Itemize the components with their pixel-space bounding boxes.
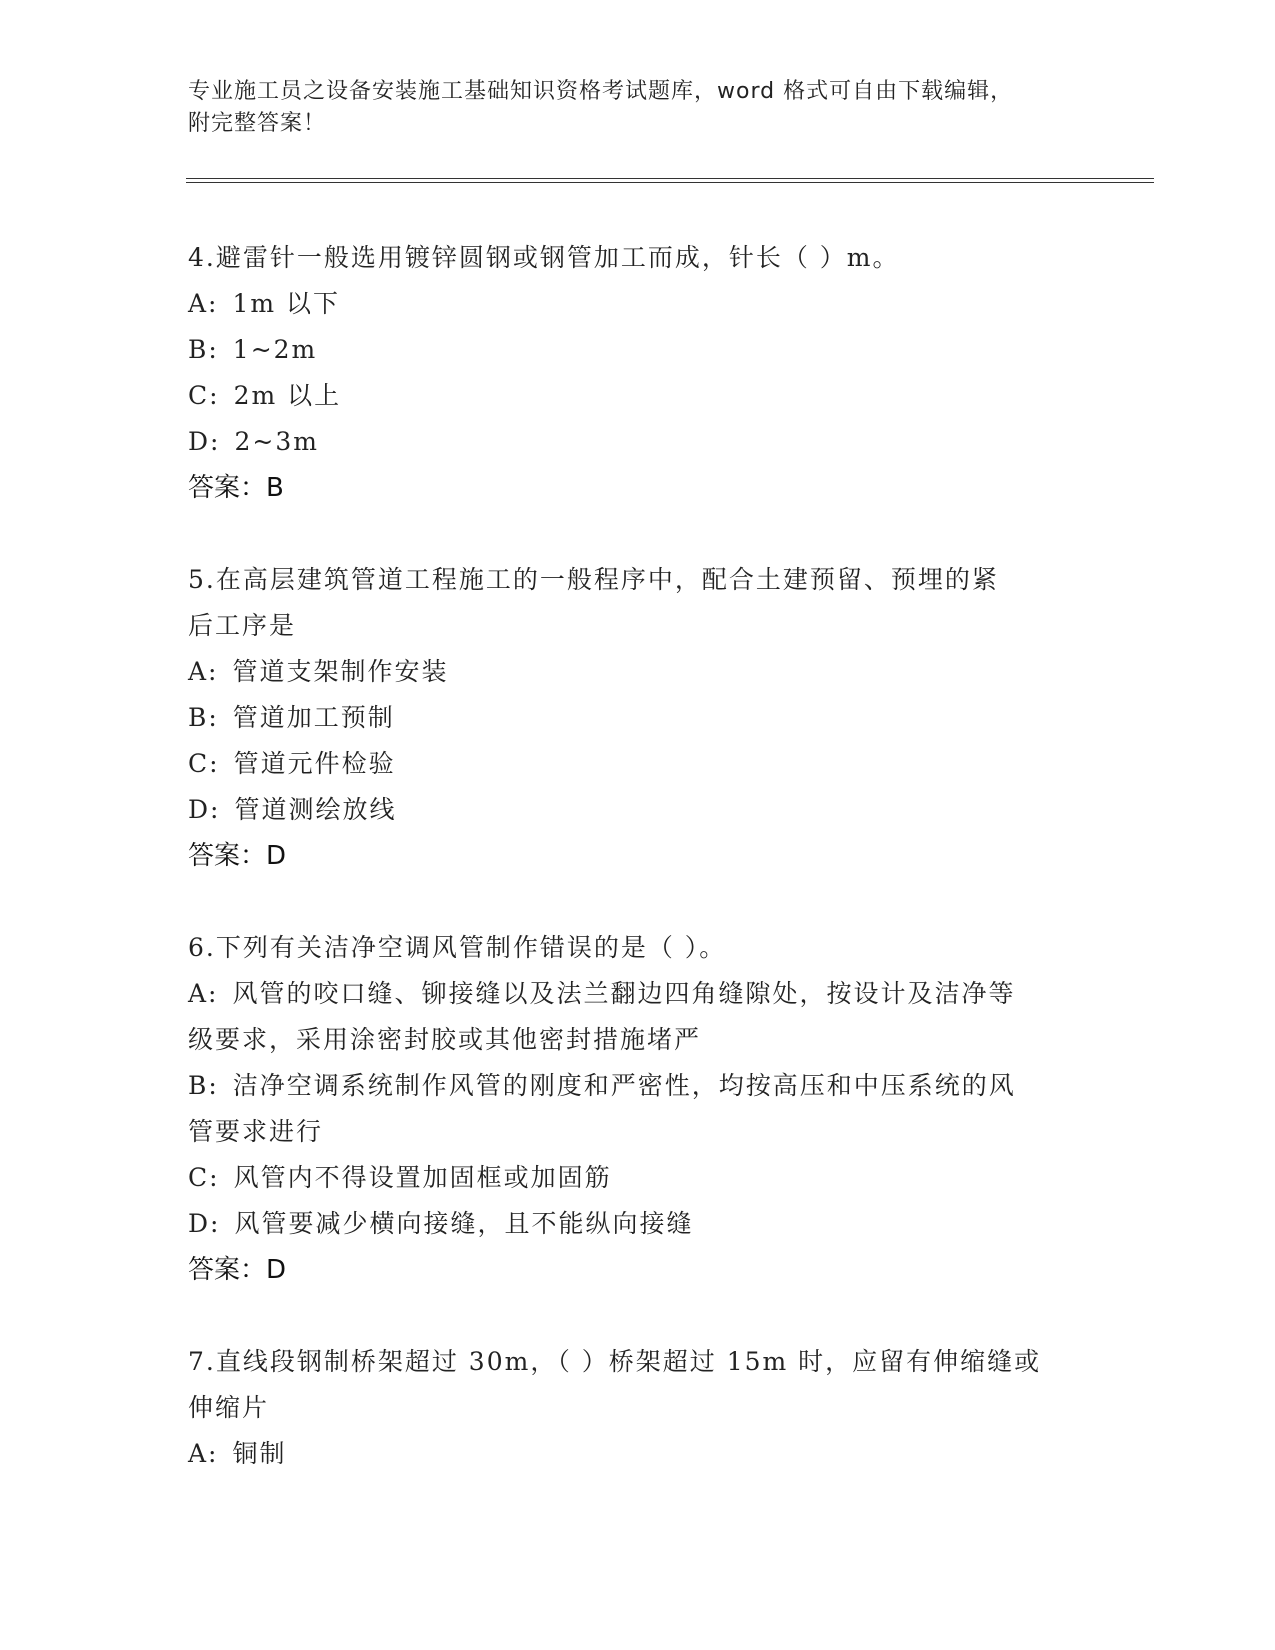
header-rule-top [186,178,1154,179]
option-text: 2m 以上 [233,381,342,410]
option-b [188,1063,1068,1109]
question-stem: 5.在高层建筑管道工程施工的一般程序中，配合土建预留、预埋的紧 [188,565,999,594]
option-d [188,419,1068,465]
question-7 [188,1339,1068,1477]
option-text: 1~2m [232,335,318,364]
answer: 答案：D [188,1255,287,1285]
question-stem: 6.下列有关洁净空调风管制作错误的是（ ）。 [188,933,727,962]
option-text: 管道元件检验 [233,749,396,778]
question-4 [188,235,1068,511]
question-stem-cont: 后工序是 [188,611,297,640]
option-a [188,1431,1068,1477]
option-c [188,373,1068,419]
header-line-2: 附完整答案！ [188,111,327,136]
option-letter: B: [188,1071,219,1100]
question-list [188,235,1068,1523]
header-line-1: 专业施工员之设备安装施工基础知识资格考试题库，word 格式可自由下载编辑， [188,79,1014,104]
option-letter: B: [188,335,219,364]
option-text: 风管的咬口缝、铆接缝以及法兰翻边四角缝隙处，按设计及洁净等 [232,979,1016,1008]
option-text: 风管要减少横向接缝，且不能纵向接缝 [234,1209,694,1238]
question-stem: 7.直线段钢制桥架超过 30m，（ ）桥架超过 15m 时，应留有伸缩缝或 [188,1347,1042,1376]
option-text: 铜制 [232,1439,287,1468]
option-b [188,327,1068,373]
option-a-cont: 级要求，采用涂密封胶或其他密封措施堵严 [188,1025,702,1054]
option-a [188,281,1068,327]
header-rule-bottom [186,182,1154,183]
option-a [188,971,1068,1017]
option-c [188,741,1068,787]
document-header [188,76,1068,140]
question-6 [188,925,1068,1293]
option-letter: A: [188,1439,219,1468]
option-text: 管道测绘放线 [234,795,397,824]
question-stem-cont: 伸缩片 [188,1393,270,1422]
option-b-cont: 管要求进行 [188,1117,324,1146]
question-5 [188,557,1068,879]
option-text: 管道支架制作安装 [232,657,449,686]
option-letter: D: [188,795,221,824]
option-text: 风管内不得设置加固框或加固筋 [233,1163,612,1192]
option-text: 洁净空调系统制作风管的刚度和严密性，均按高压和中压系统的风 [232,1071,1016,1100]
answer: 答案：B [188,473,284,503]
option-b [188,695,1068,741]
option-d [188,787,1068,833]
option-text: 管道加工预制 [232,703,395,732]
option-letter: D: [188,1209,221,1238]
option-letter: C: [188,749,220,778]
option-c [188,1155,1068,1201]
option-letter: C: [188,1163,220,1192]
option-text: 2~3m [234,427,319,456]
question-stem: 4.避雷针一般选用镀锌圆钢或钢管加工而成，针长（ ）m。 [188,243,900,272]
option-letter: A: [188,979,219,1008]
option-a [188,649,1068,695]
option-letter: A: [188,657,219,686]
option-d [188,1201,1068,1247]
option-letter: A: [188,289,219,318]
option-letter: B: [188,703,219,732]
option-text: 1m 以下 [232,289,341,318]
answer: 答案：D [188,841,287,871]
option-letter: C: [188,381,220,410]
option-letter: D: [188,427,221,456]
